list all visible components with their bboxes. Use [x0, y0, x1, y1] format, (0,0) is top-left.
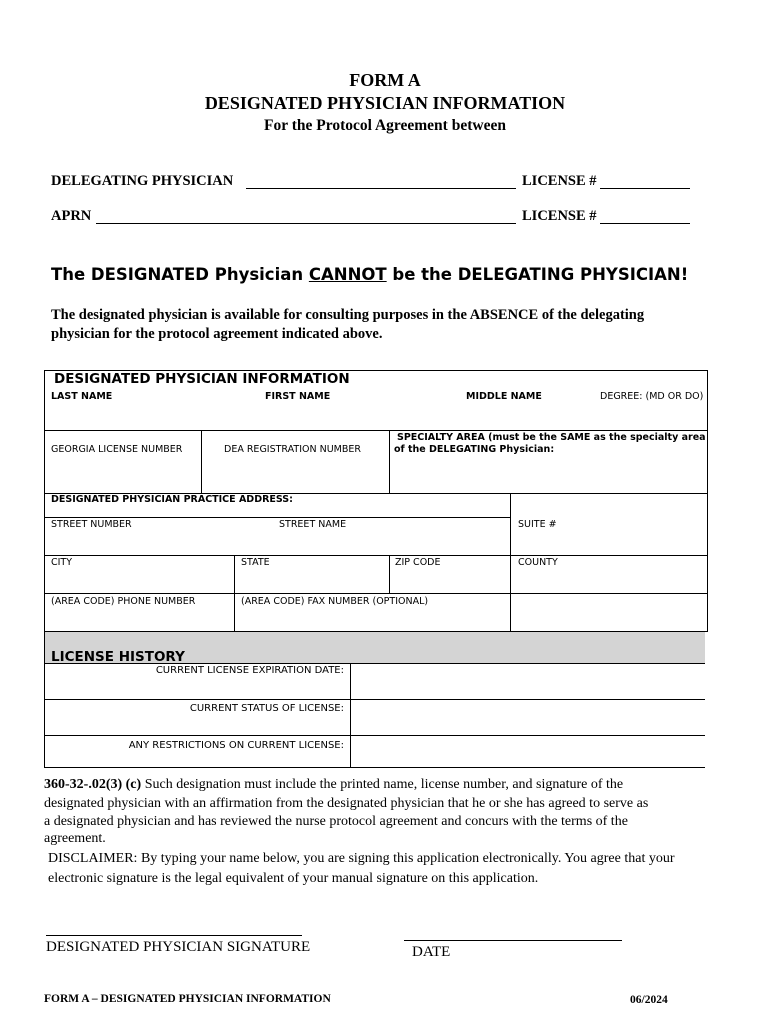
form-label: FORM A [349, 70, 421, 90]
designated-warning [51, 265, 688, 284]
table-divider [389, 555, 390, 593]
signature-field[interactable] [46, 913, 302, 936]
suite-label: SUITE # [518, 519, 557, 530]
license-status-field[interactable] [353, 702, 701, 732]
table-rule [44, 555, 708, 556]
disclaimer-line-1: DISCLAIMER: By typing your name below, you are signing this application electronically. You agree that your [48, 851, 675, 866]
restrictions-label: ANY RESTRICTIONS ON CURRENT LICENSE: [128, 740, 344, 751]
table-rule [44, 430, 708, 431]
rule-line-3: a designated physician and has reviewed the nurse protocol agreement and concurs with the terms of the [44, 814, 628, 829]
specialty-area-label: SPECIALTY AREA (must be the SAME as the specialty area [397, 432, 706, 443]
expiration-date-field[interactable] [353, 666, 701, 696]
street-name-label: STREET NAME [279, 519, 347, 530]
fax-number-label: (AREA CODE) FAX NUMBER (OPTIONAL) [241, 596, 429, 607]
delegating-physician-field[interactable] [246, 172, 516, 189]
rule-line-1: Such designation must include the printed name, license number, and signature of the [141, 777, 624, 792]
aprn-license-label: LICENSE # [522, 208, 597, 224]
table-rule [44, 517, 510, 518]
phone-number-label: (AREA CODE) PHONE NUMBER [51, 596, 196, 607]
page-title: DESIGNATED PHYSICIAN INFORMATION [204, 93, 566, 113]
first-name-label: FIRST NAME [265, 391, 331, 402]
dea-registration-label: DEA REGISTRATION NUMBER [224, 444, 361, 455]
table-divider [510, 493, 511, 632]
warning-text-start: The DESIGNATED Physician [51, 265, 309, 284]
delegating-license-label: LICENSE # [522, 173, 597, 189]
table-rule [44, 699, 705, 700]
middle-name-label: MIDDLE NAME [466, 391, 542, 402]
county-label: COUNTY [518, 557, 558, 568]
rule-line-4: agreement. [44, 831, 106, 846]
license-history-heading: LICENSE HISTORY [51, 649, 185, 665]
degree-label: DEGREE: (MD OR DO) [600, 391, 704, 402]
delegating-license-field[interactable] [600, 172, 690, 189]
table-divider [201, 430, 202, 493]
table-divider [350, 663, 351, 767]
zip-code-label: ZIP CODE [395, 557, 441, 568]
practice-address-heading: DESIGNATED PHYSICIAN PRACTICE ADDRESS: [51, 494, 293, 505]
warning-text-end: be the DELEGATING PHYSICIAN! [386, 265, 689, 284]
aprn-license-field[interactable] [600, 207, 690, 224]
date-label: DATE [412, 944, 451, 960]
rule-line-2: designated physician with an affirmation from the designated physician that he or she has agreed to serve as [44, 796, 649, 811]
expiration-date-label: CURRENT LICENSE EXPIRATION DATE: [155, 665, 344, 676]
table-rule [44, 593, 708, 594]
intro-line-1: The designated physician is available for consulting purposes in the ABSENCE of the delegating [51, 307, 645, 323]
table-rule [44, 735, 705, 736]
restrictions-field[interactable] [353, 738, 701, 765]
signature-label: DESIGNATED PHYSICIAN SIGNATURE [46, 939, 311, 955]
table-rule [44, 767, 705, 768]
footer-revision-date: 06/2024 [630, 994, 668, 1006]
license-status-label: CURRENT STATUS OF LICENSE: [189, 703, 344, 714]
specialty-area-label-2: of the DELEGATING Physician: [394, 444, 555, 455]
intro-line-2: physician for the protocol agreement indicated above. [51, 326, 383, 342]
city-label: CITY [51, 557, 73, 568]
table-rule [44, 663, 705, 664]
street-number-label: STREET NUMBER [51, 519, 132, 530]
rule-paragraph [44, 775, 623, 794]
page-subtitle: For the Protocol Agreement between [264, 117, 506, 134]
warning-emphasis: CANNOT [308, 265, 387, 284]
footer-form-name: FORM A – DESIGNATED PHYSICIAN INFORMATION [44, 993, 331, 1005]
disclaimer-line-2: electronic signature is the legal equivalent of your manual signature on this application. [48, 871, 539, 886]
table-divider [389, 430, 390, 493]
georgia-license-label: GEORGIA LICENSE NUMBER [51, 444, 183, 455]
rule-citation: 360-32-.02(3) (c) [44, 777, 142, 792]
last-name-label: LAST NAME [51, 391, 113, 402]
aprn-field[interactable] [96, 207, 516, 224]
info-section-heading: DESIGNATED PHYSICIAN INFORMATION [54, 371, 350, 387]
state-label: STATE [241, 557, 270, 568]
aprn-label: APRN [51, 208, 92, 224]
date-field[interactable] [404, 918, 622, 941]
delegating-physician-label: DELEGATING PHYSICIAN [51, 173, 234, 189]
